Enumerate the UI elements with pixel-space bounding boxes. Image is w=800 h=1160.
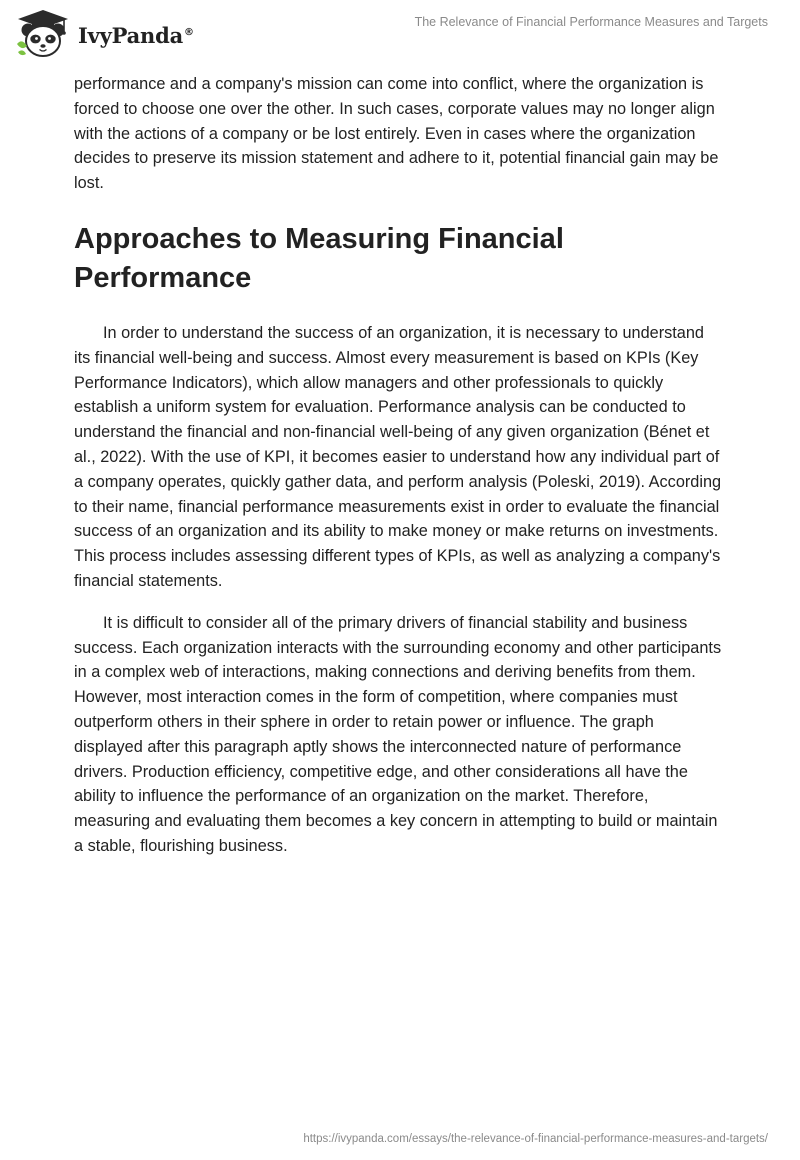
source-url[interactable]: https://ivypanda.com/essays/the-relevance-of-financial-performance-measures-and-targets/: [303, 1133, 768, 1145]
registered-mark: ®: [184, 26, 194, 38]
logo-wordmark: [78, 23, 194, 48]
ivypanda-logo[interactable]: [14, 8, 194, 60]
page-header: [0, 0, 800, 70]
body-paragraph: It is difficult to consider all of the primary drivers of financial stability and business success. Each organization interacts with the surrounding economy and other participants in a complex web of interactions, making connections and deriving benefits from them. However, most interaction comes in the form of competition, where companies must outperform others in their sphere in order to retain power or influence. The graph displayed after this paragraph aptly shows the interconnected nature of performance drivers. Production efficiency, competitive edge, and other considerations all have the ability to influence the performance of an organization on the market. Therefore, measuring and evaluating them becomes a key concern in attempting to build or maintain a stable, flourishing business.: [74, 613, 722, 855]
logo-text: IvyPanda: [78, 22, 184, 48]
section-heading: Approaches to Measuring Financial Performance: [74, 222, 564, 294]
panda-graduate-icon: [14, 8, 72, 60]
body-paragraph: In order to understand the success of an organization, it is necessary to understand its financial well-being and success. Almost every measurement is based on KPIs (Key Performance Indicators), which allow managers and other professionals to quickly establish a uniform system for evaluation. Performance analysis can be conducted to understand the financial and non-financial well-being of any given organization (Bénet et al., 2022). With the use of KPI, it becomes easier to understand how any individual part of a company operates, quickly gather data, and perform analysis (Poleski, 2019). According to their name, financial performance measurements exist in order to evaluate the financial success of an organization and its ability to make money or make returns on investments. This process includes assessing different types of KPIs, as well as analyzing a company's financial statements.: [74, 323, 722, 590]
essay-content: [74, 72, 724, 859]
intro-paragraph: performance and a company's mission can come into conflict, where the organization is forced to choose one over the other. In such cases, corporate values may no longer align with the actions of a company or be lost entirely. Even in cases where the organization decides to preserve its mission statement and adhere to it, potential financial gain may be lost.: [74, 75, 719, 193]
document-title: The Relevance of Financial Performance Measures and Targets: [414, 15, 768, 29]
